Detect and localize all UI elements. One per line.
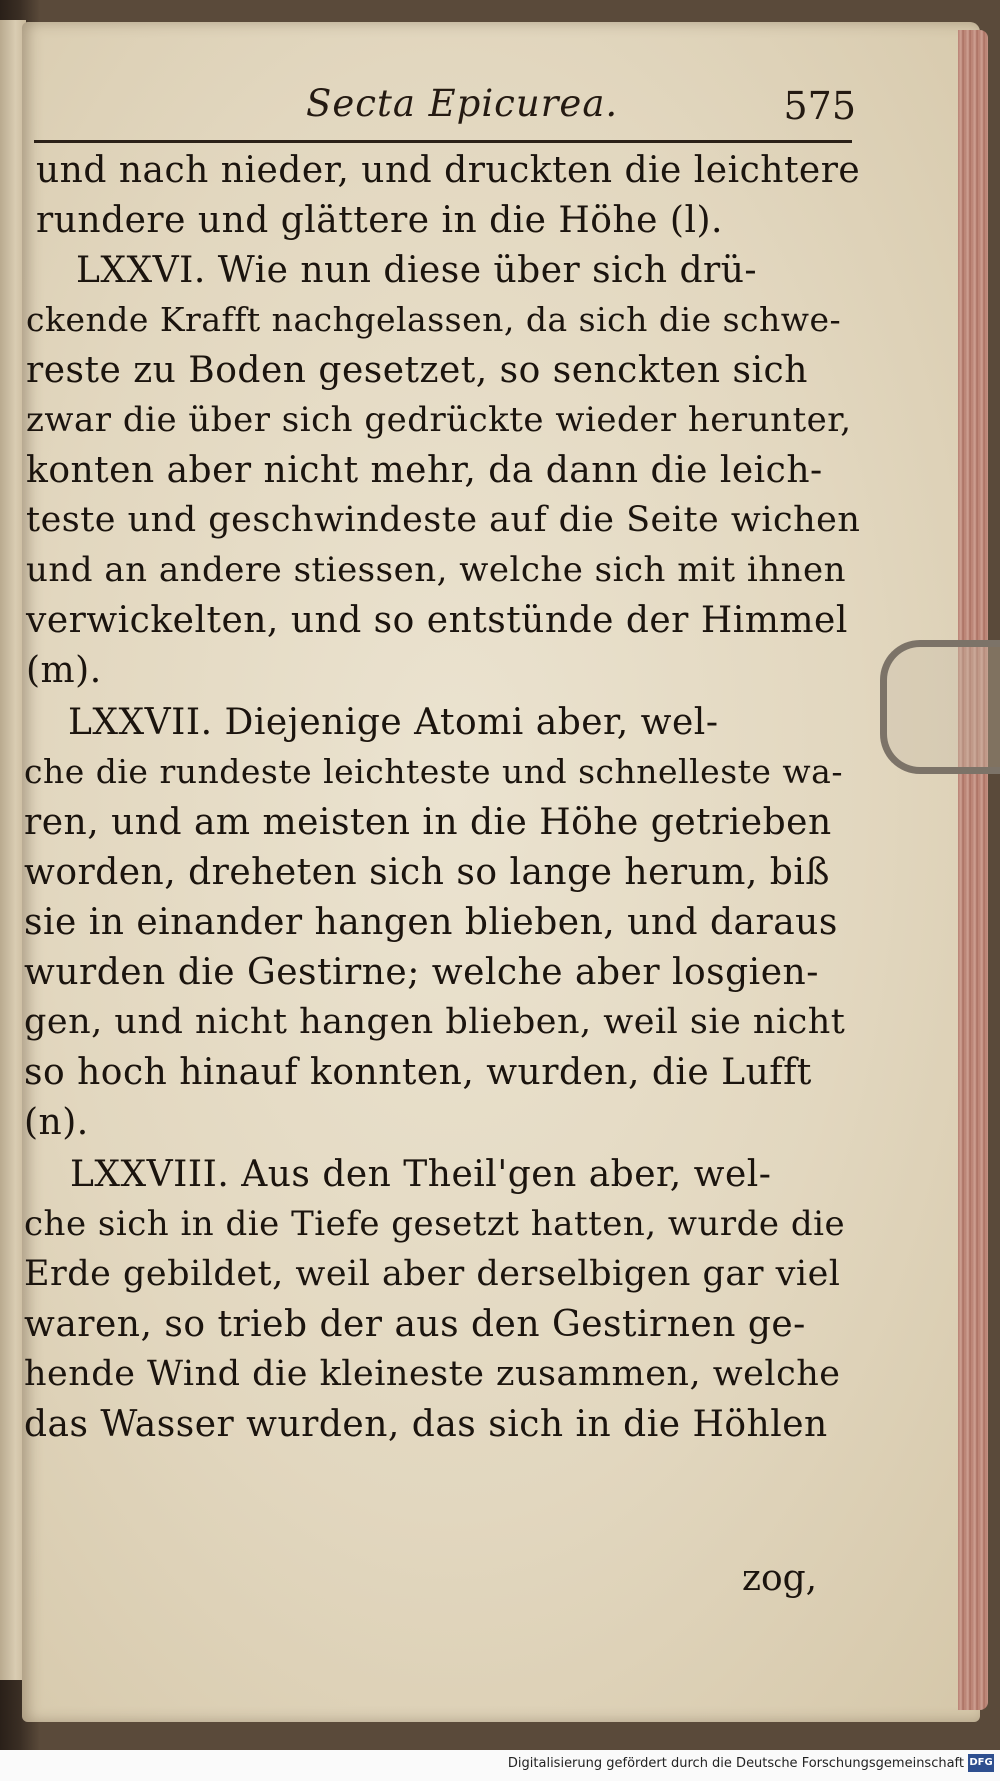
page-fore-edge — [958, 30, 988, 1710]
text-line: che sich in die Tiefe gesetzt hatten, wurde die — [24, 1204, 846, 1244]
page-header — [36, 82, 856, 142]
text-line: wurden die Gestirne; welche aber losgien- — [24, 952, 819, 993]
running-title: Secta Epicurea. — [306, 82, 619, 125]
text-line: verwickelten, und so entstünde der Himmel — [26, 600, 848, 641]
text-line: worden, dreheten sich so lange herum, biß — [24, 852, 830, 893]
text-line: konten aber nicht mehr, da dann die leich- — [26, 450, 823, 491]
page-number: 575 — [783, 84, 856, 128]
section-heading-line: LXXVI. Wie nun diese über sich drü- — [76, 250, 758, 291]
book-clasp — [880, 640, 1000, 774]
text-line: (n). — [24, 1102, 89, 1143]
text-line: rundere und glättere in die Höhe (l). — [36, 200, 723, 241]
dfg-logo: DFG — [968, 1754, 994, 1772]
text-line: so hoch hinauf konnten, wurden, die Lufft — [24, 1052, 812, 1093]
header-rule — [34, 140, 852, 143]
text-line: che die rundeste leichteste und schnelleste wa- — [24, 752, 843, 791]
text-line: teste und geschwindeste auf die Seite wichen — [26, 500, 861, 540]
digitization-credit: Digitalisierung gefördert durch die Deutsche Forschungsgemeinschaft — [507, 1756, 964, 1771]
text-line: reste zu Boden gesetzet, so senckten sich — [26, 350, 808, 391]
text-line: Erde gebildet, weil aber derselbigen gar viel — [24, 1254, 841, 1294]
text-line: (m). — [26, 650, 102, 691]
text-line: sie in einander hangen blieben, und daraus — [24, 902, 838, 943]
section-heading-line: LXXVIII. Aus den Theil'gen aber, wel- — [70, 1154, 772, 1195]
text-line: gen, und nicht hangen blieben, weil sie nicht — [24, 1002, 846, 1042]
text-line: ren, und am meisten in die Höhe getrieben — [24, 802, 832, 843]
text-line: waren, so trieb der aus den Gestirnen ge- — [24, 1304, 806, 1345]
text-line: zwar die über sich gedrückte wieder herunter, — [26, 400, 852, 440]
section-heading-line: LXXVII. Diejenige Atomi aber, wel- — [68, 702, 719, 743]
text-line: und an andere stiessen, welche sich mit ihnen — [26, 550, 847, 590]
text-line: ckende Krafft nachgelassen, da sich die schwe- — [26, 300, 842, 339]
text-line: hende Wind die kleineste zusammen, welche — [24, 1354, 841, 1394]
text-line: und nach nieder, und druckten die leichtere — [36, 150, 861, 191]
text-line: das Wasser wurden, das sich in die Höhlen — [24, 1404, 828, 1445]
catchword: zog, — [742, 1558, 818, 1599]
